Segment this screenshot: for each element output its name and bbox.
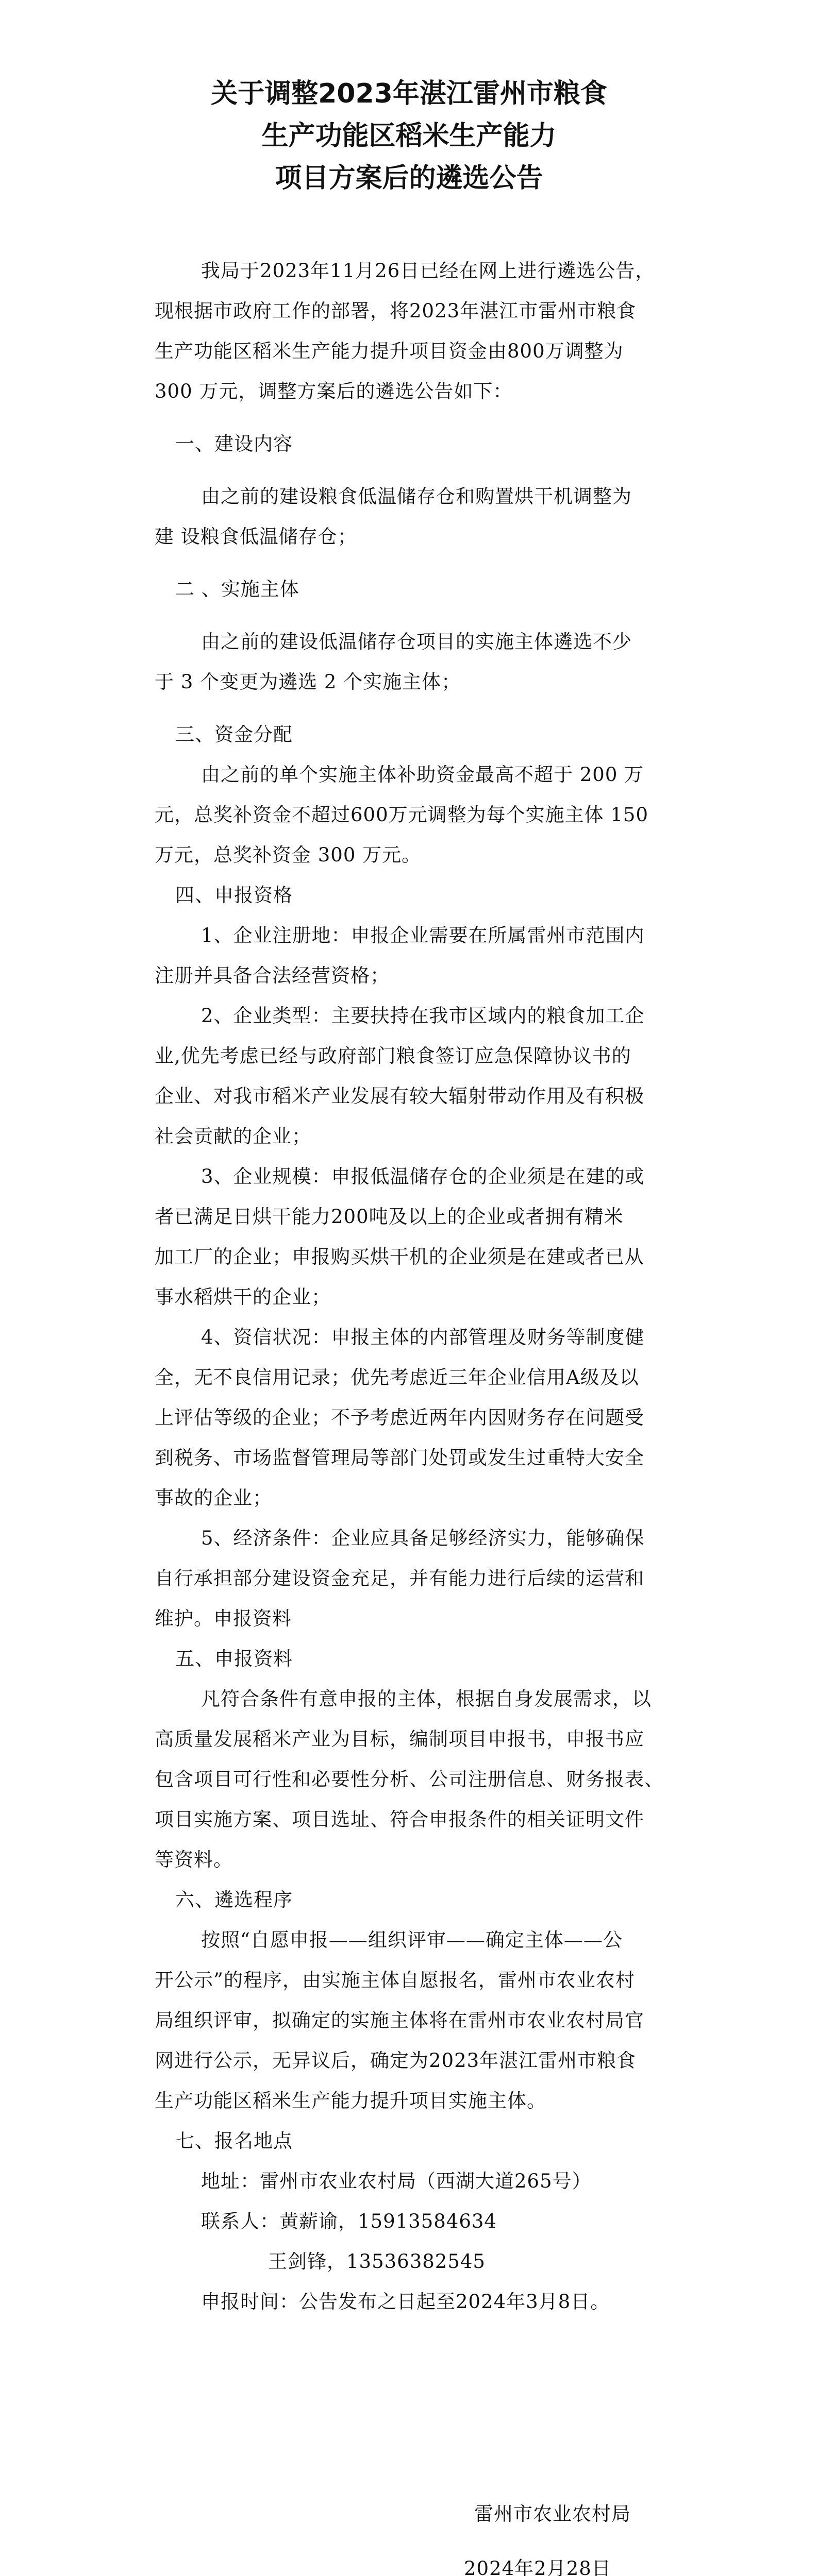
- body-line: 企业、对我市稻米产业发展有较大辐射带动作用及有积极: [155, 1085, 644, 1107]
- body-line: 生产功能区稻米生产能力提升项目实施主体。: [155, 2090, 546, 2112]
- address-line: 地址：雷州市农业农村局（西湖大道265号）: [201, 2170, 592, 2192]
- body-line: 加工厂的企业；申报购买烘干机的企业须是在建或者已从: [155, 1246, 644, 1268]
- signature-issuer: 雷州市农业农村局: [474, 2503, 631, 2525]
- body-line: 开公示”的程序，由实施主体自愿报名，雷州市农业农村: [155, 1969, 635, 1991]
- body-line: 于 3 个变更为遴选 2 个实施主体；: [155, 671, 461, 693]
- body-line: 按照“自愿申报——组织评审——确定主体——公: [201, 1929, 623, 1951]
- body-line: 者已满足日烘干能力200吨及以上的企业或者拥有精米: [155, 1206, 624, 1228]
- body-line: 到税务、市场监督管理局等部门处罚或发生过重特大安全: [155, 1447, 644, 1469]
- body-line: 5、经济条件：企业应具备足够经济实力，能够确保: [201, 1527, 645, 1549]
- body-line: 等资料。: [155, 1849, 233, 1871]
- intro-line: 我局于2023年11月26日已经在网上进行遴选公告，: [201, 260, 655, 282]
- intro-line: 生产功能区稻米生产能力提升项目资金由800万调整为: [155, 340, 624, 362]
- body-line: 事水稻烘干的企业；: [155, 1286, 331, 1308]
- body-line: 局组织评审，拟确定的实施主体将在雷州市农业农村局官: [155, 2009, 644, 2031]
- body-line: 包含项目可行性和必要性分析、公司注册信息、财务报表、: [155, 1768, 664, 1790]
- body-line: 维护。申报资料: [155, 1607, 292, 1630]
- body-line: 2、企业类型：主要扶持在我市区域内的粮食加工企: [201, 1005, 645, 1027]
- body-line: 3、企业规模：申报低温储存仓的企业须是在建的或: [201, 1165, 645, 1188]
- body-line: 项目实施方案、项目选址、符合申报条件的相关证明文件: [155, 1808, 644, 1831]
- body-line: 由之前的单个实施主体补助资金最高不超于 200 万: [201, 764, 644, 786]
- contact-line: 王剑锋，13536382545: [268, 2250, 486, 2273]
- body-line: 上评估等级的企业；不予考虑近两年内因财务存在问题受: [155, 1406, 644, 1429]
- body-line: 社会贡献的企业；: [155, 1125, 311, 1147]
- contact-line: 联系人：黄薪谕，15913584634: [201, 2210, 497, 2232]
- section-heading: 三、资金分配: [175, 723, 293, 745]
- body-line: 由之前的建设低温储存仓项目的实施主体遴选不少: [201, 631, 632, 653]
- body-line: 自行承担部分建设资金充足，并有能力进行后续的运营和: [155, 1567, 644, 1589]
- body-line: 凡符合条件有意申报的主体，根据自身发展需求，以: [201, 1688, 652, 1710]
- section-heading: 一、建设内容: [175, 433, 293, 455]
- body-line: 由之前的建设粮食低温储存仓和购置烘干机调整为: [201, 485, 632, 507]
- section-heading: 七、报名地点: [175, 2130, 293, 2152]
- body-line: 全，无不良信用记录；优先考虑近三年企业信用A级及以: [155, 1366, 639, 1388]
- title-line-1: 关于调整2023年湛江雷州市粮食: [211, 78, 607, 109]
- signature-date: 2024年2月28日: [464, 2557, 611, 2576]
- section-heading: 六、遴选程序: [175, 1889, 293, 1911]
- body-line: 万元，总奖补资金 300 万元。: [155, 844, 422, 866]
- body-line: 事故的企业；: [155, 1487, 272, 1509]
- application-period-line: 申报时间：公告发布之日起至2024年3月8日。: [201, 2291, 610, 2313]
- intro-line: 300 万元，调整方案后的遴选公告如下：: [155, 380, 513, 402]
- section-heading: 五、申报资料: [175, 1648, 293, 1670]
- section-heading: 二 、实施主体: [175, 578, 299, 600]
- body-line: 建 设粮食低温储存仓；: [155, 526, 357, 548]
- title-line-2: 生产功能区稻米生产能力: [261, 121, 557, 151]
- section-heading: 四、申报资格: [175, 884, 293, 906]
- body-line: 业,优先考虑已经与政府部门粮食签订应急保障协议书的: [155, 1045, 631, 1067]
- body-line: 元，总奖补资金不超过600万元调整为每个实施主体 150: [155, 804, 649, 826]
- intro-line: 现根据市政府工作的部署，将2023年湛江市雷州市粮食: [155, 300, 637, 322]
- body-line: 网进行公示，无异议后，确定为2023年湛江雷州市粮食: [155, 2049, 637, 2072]
- body-line: 注册并具备合法经营资格；: [155, 964, 390, 987]
- body-line: 高质量发展稻米产业为目标，编制项目申报书，申报书应: [155, 1728, 644, 1750]
- title-line-3: 项目方案后的遴选公告: [275, 163, 543, 194]
- body-line: 4、资信状况：申报主体的内部管理及财务等制度健: [201, 1326, 645, 1348]
- body-line: 1、企业注册地：申报企业需要在所属雷州市范围内: [201, 924, 645, 946]
